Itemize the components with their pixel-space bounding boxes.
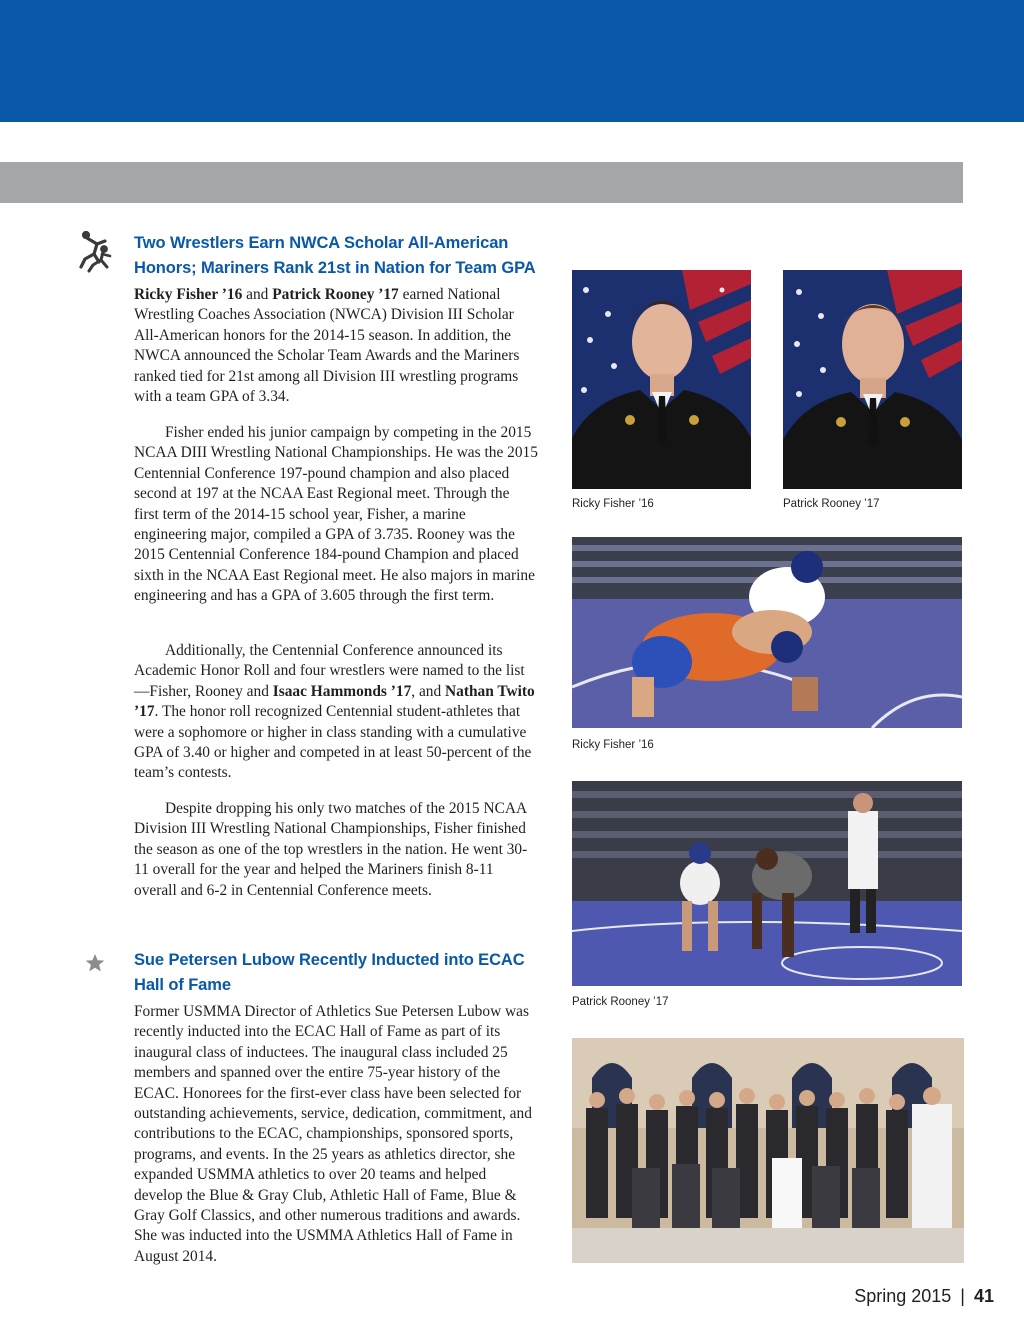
text-run: . The honor roll recognized Centennial student-athletes that were a sophomore or higher in class standing with a cumulative GPA of 3.40 or higher and competed in at least 50-percent of the team’s contests. bbox=[134, 703, 532, 782]
paragraph-text: Fisher ended his junior campaign by competing in the 2015 NCAA DIII Wrestling National Championships. He was the 2015 Centennial Conference 197-pound champion and also placed second at 197 at the NCAA East Regional meet. Through the first term of the 2014-15 school year, Fisher, a marine engineering major, compiled a GPA of 3.735. Rooney was the 2015 Centennial Conference 184-pound Champion and placed sixth in the NCAA East Regional meet. He also majors in marine engineering and has a GPA of 3.605 through the first term. bbox=[134, 424, 538, 605]
text-run: , and bbox=[411, 682, 446, 700]
text-run: earned National Wrestling Coaches Association (NWCA) Division III Scholar All-American honors for the 2014-15 season. In addition, the NWCA announced the Scholar Team Awards and the Mariners ranked tied for 21st among all Division III wrestling programs with a team GPA of 3.34. bbox=[134, 286, 520, 406]
section-gray-band bbox=[0, 162, 963, 203]
photo-caption: Patrick Rooney ’17 bbox=[783, 498, 880, 510]
footer-separator: | bbox=[960, 1286, 965, 1306]
hall-of-fame-group-photo bbox=[572, 1038, 964, 1263]
athlete-name: Isaac Hammonds ’17 bbox=[272, 682, 412, 700]
article-headline: Sue Petersen Lubow Recently Inducted into ECAC Hall of Fame bbox=[134, 951, 525, 994]
paragraph-text: Former USMMA Director of Athletics Sue Petersen Lubow was recently inducted into the ECAC Hall of Fame as part of its inaugural class of inductees. The inaugural class included 25 members and spanned over the entire 75-year history of the ECAC. Honorees for the first-ever class have been selected for outstanding achievements, service, dedication, commitment, and contributions to the ECAC, championships, sponsored sports, programs, and events. In the 25 years as athletics director, she expanded USMMA athletics to over 20 teams and helped develop the Blue & Gray Club, Athletic Hall of Fame, Blue & Gray Golf Classics, and other numerous traditions and awards. She was inducted into the USMMA Athletics Hall of Fame in August 2014. bbox=[134, 1003, 532, 1265]
article-paragraph bbox=[134, 641, 538, 784]
page-number: 41 bbox=[973, 1286, 994, 1306]
article-paragraph bbox=[134, 1002, 538, 1267]
page-footer bbox=[854, 1286, 994, 1307]
text-run: and bbox=[242, 286, 273, 303]
star-icon bbox=[85, 953, 105, 973]
article-headline: Two Wrestlers Earn NWCA Scholar All-American Honors; Mariners Rank 21st in Nation for Team GPA bbox=[134, 234, 536, 277]
article-paragraph bbox=[134, 285, 538, 407]
article-paragraph bbox=[134, 423, 538, 607]
wrestlers-icon bbox=[77, 229, 113, 273]
paragraph-text: Despite dropping his only two matches of the 2015 NCAA Division III Wrestling National Championships, Fisher finished the season as one of the top wrestlers in the nation. He went 30-11 overall for the year and helped the Mariners finish 8-11 overall and 6-2 in Centennial Conference meets. bbox=[134, 800, 528, 899]
athlete-name: Nathan Twito ’17 bbox=[134, 682, 535, 721]
athlete-name: Ricky Fisher ’16 bbox=[134, 286, 243, 303]
photo-caption: Ricky Fisher ’16 bbox=[572, 498, 654, 510]
photo-caption: Patrick Rooney ’17 bbox=[572, 996, 669, 1008]
issue-label: Spring 2015 bbox=[854, 1286, 952, 1306]
athlete-name: Patrick Rooney ’17 bbox=[272, 286, 399, 303]
rooney-match-photo bbox=[572, 781, 962, 986]
fisher-match-photo bbox=[572, 537, 962, 728]
article-paragraph bbox=[134, 799, 538, 901]
fisher-portrait-photo bbox=[572, 270, 751, 489]
text-run: Additionally, the Centennial Conference announced its Academic Honor Roll and four wrestlers were named to the list—Fisher, Rooney and bbox=[134, 642, 525, 700]
header-blue-band bbox=[0, 0, 1024, 122]
rooney-portrait-photo bbox=[783, 270, 962, 489]
photo-caption: Ricky Fisher ’16 bbox=[572, 739, 654, 751]
